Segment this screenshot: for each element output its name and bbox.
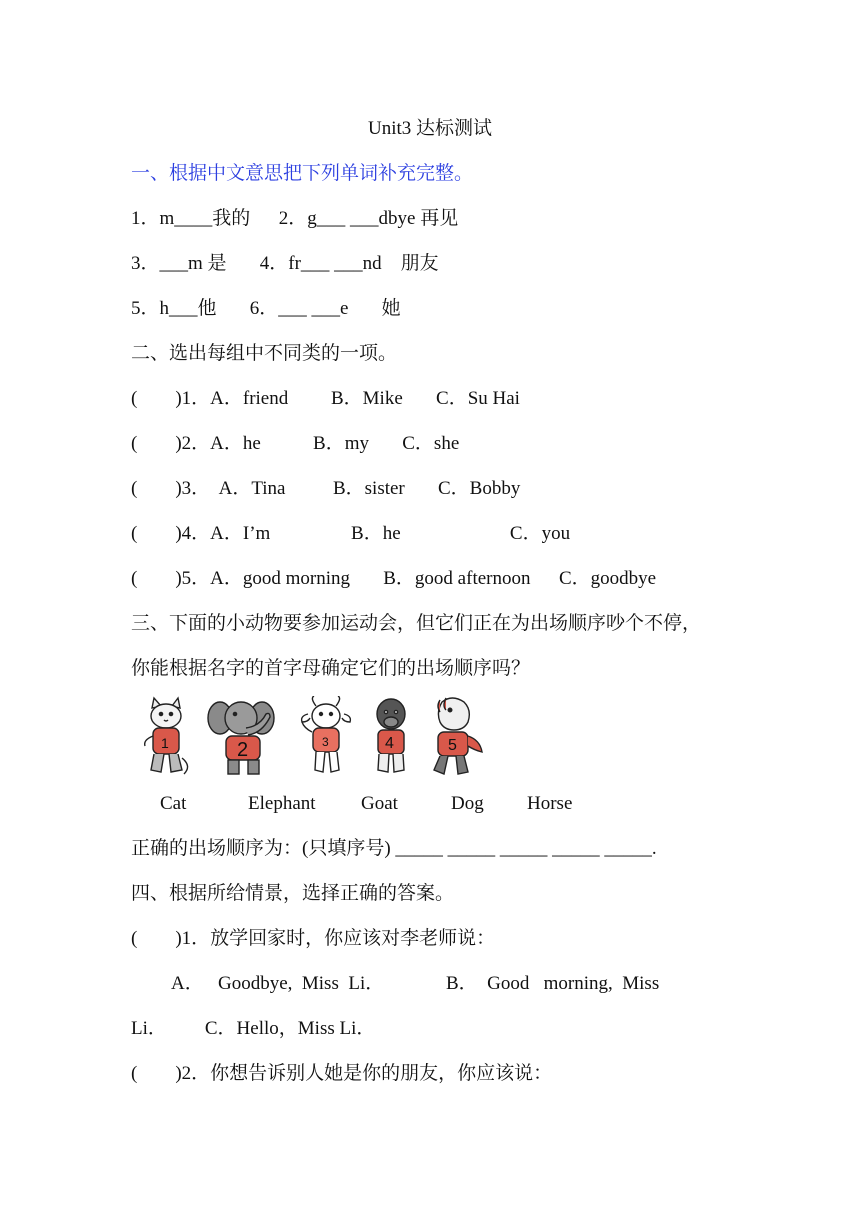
cat-illustration xyxy=(134,696,194,778)
section2-item: ( )4．A．I’m B．he C．you xyxy=(131,523,571,544)
animal-number: 3 xyxy=(322,735,329,749)
section2-item: ( )3． A．Tina B．sister C．Bobby xyxy=(131,478,521,499)
animal-name-goat: Goat xyxy=(361,793,398,814)
section4-question-2: ( )2．你想告诉别人她是你的朋友，你应该说： xyxy=(131,1063,553,1084)
animal-name-dog: Dog xyxy=(451,793,484,814)
horse-illustration xyxy=(424,696,488,778)
section1-line: 5．h___他 6．___ ___e 她 xyxy=(131,298,401,319)
animal-number: 5 xyxy=(448,737,457,754)
goat-illustration xyxy=(298,696,356,778)
question-1-options-cont: Li． C．Hello，Miss Li． xyxy=(131,1018,376,1039)
dog-illustration xyxy=(366,696,416,778)
section2-item: ( )2．A．he B．my C．she xyxy=(131,433,460,454)
section1-line: 3．___m 是 4．fr___ ___nd 朋友 xyxy=(131,253,439,274)
section2-heading: 二、选出每组中不同类的一项。 xyxy=(131,343,398,364)
section1-heading: 一、根据中文意思把下列单词补充完整。 xyxy=(131,163,474,184)
section3-heading-line1: 三、下面的小动物要参加运动会，但它们正在为出场顺序吵个不停， xyxy=(131,613,702,634)
animal-name-horse: Horse xyxy=(527,793,573,814)
animal-name-elephant: Elephant xyxy=(248,793,316,814)
animal-illustrations xyxy=(130,696,500,780)
question-1-options: A． Goodbye, Miss Li． B． Good morning, Miss xyxy=(171,973,660,994)
section2-item: ( )5．A．good morning B．good afternoon C．goodbye xyxy=(131,568,657,589)
animal-number: 2 xyxy=(237,739,249,761)
section4-heading: 四、根据所给情景，选择正确的答案。 xyxy=(131,883,455,904)
animal-number: 4 xyxy=(385,735,394,752)
page-title: Unit3 达标测试 xyxy=(367,118,493,139)
animal-name-cat: Cat xyxy=(160,793,187,814)
section2-item: ( )1．A．friend B．Mike C．Su Hai xyxy=(131,388,520,409)
section3-heading-line2: 你能根据名字的首字母确定它们的出场顺序吗？ xyxy=(131,658,531,679)
animal-number: 1 xyxy=(161,735,169,751)
answer-line: 正确的出场顺序为：(只填序号) _____ _____ _____ _____ _____. xyxy=(131,838,657,859)
section4-question-1: ( )1．放学回家时，你应该对李老师说： xyxy=(131,928,496,949)
section1-line: 1．m____我的 2．g___ ___dbye 再见 xyxy=(131,208,459,229)
elephant-illustration xyxy=(206,696,286,778)
